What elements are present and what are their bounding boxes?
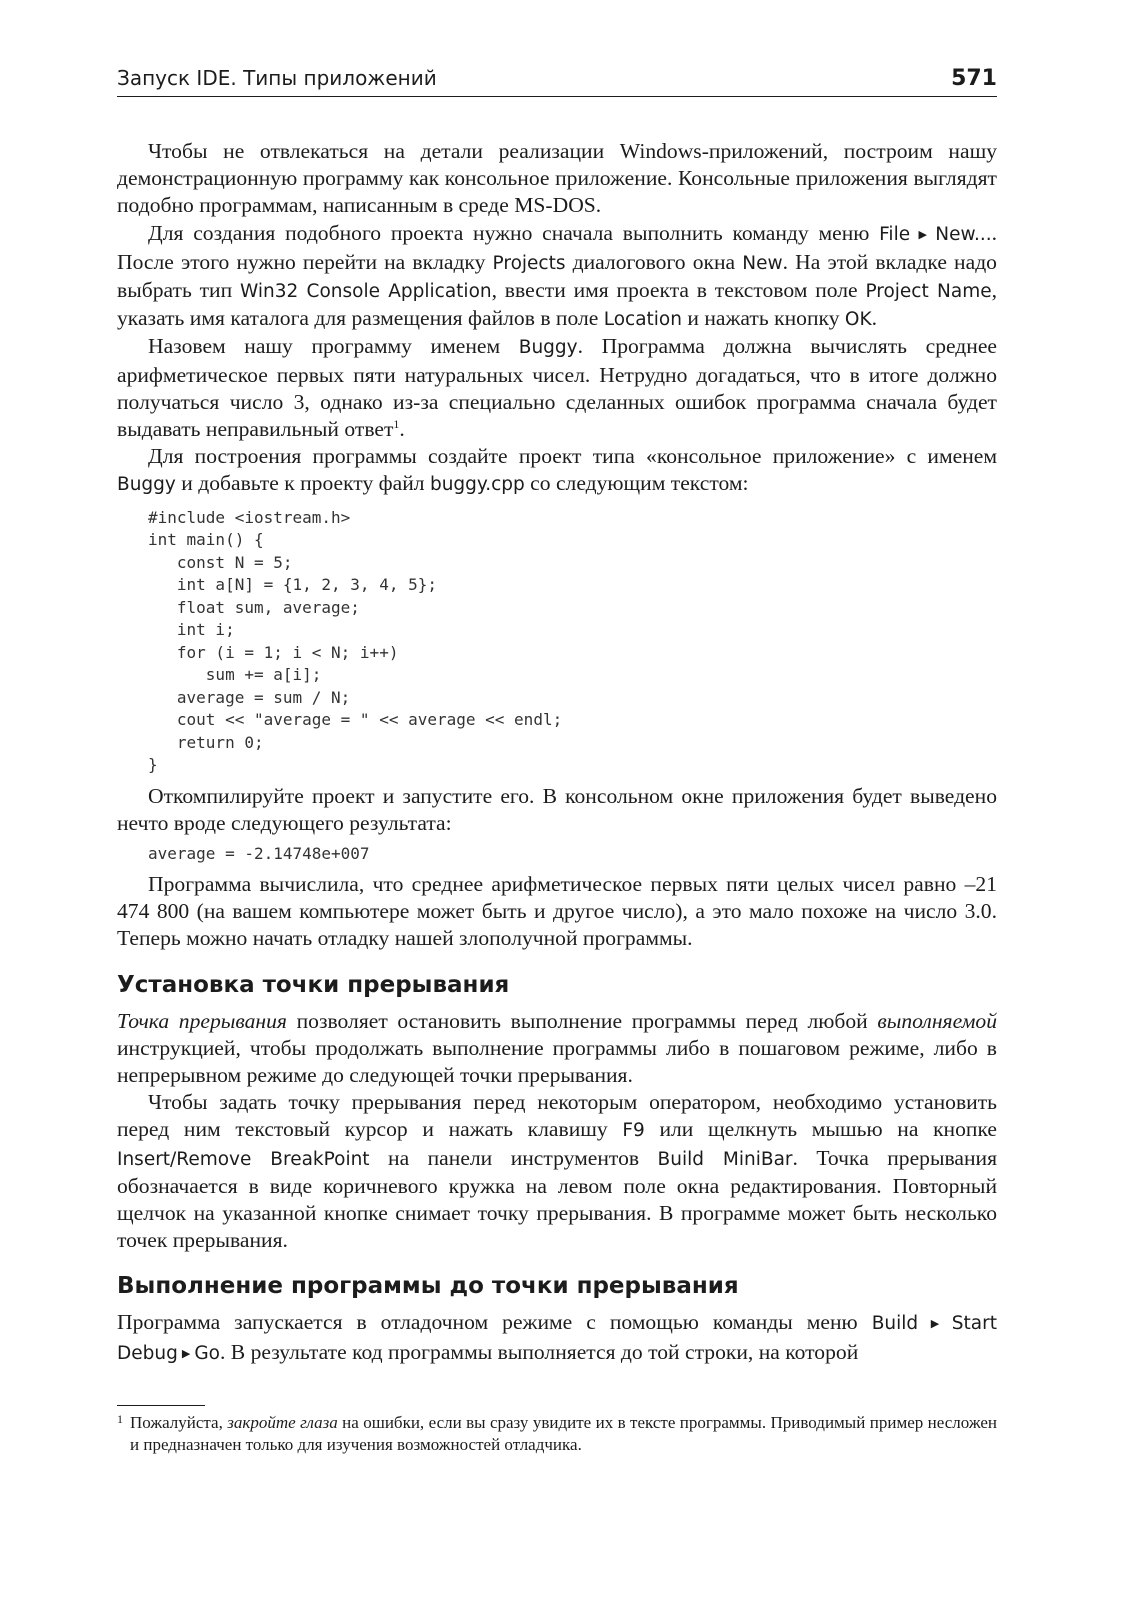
term-executable: выполняемой <box>877 1008 997 1033</box>
page-body <box>117 138 997 1368</box>
menu-build-label: Build <box>871 1313 919 1335</box>
program-name: Buggy <box>518 337 578 359</box>
menu-new-label: New... <box>935 223 992 245</box>
code-listing <box>148 507 997 777</box>
code-line: int a[N] = {1, 2, 3, 4, 5}; <box>148 575 437 595</box>
dialog-new-label: New <box>742 252 783 274</box>
footnote <box>117 1412 997 1456</box>
project-name-label: Project Name <box>865 281 992 303</box>
footnote-reference: 1 <box>393 417 400 432</box>
ok-button-label: OK <box>844 309 872 331</box>
key-f9: F9 <box>622 1120 645 1142</box>
footnote-emphasis: закройте глаза <box>227 1413 338 1432</box>
code-line: } <box>148 755 158 775</box>
menu-file-label: File <box>879 223 911 245</box>
project-type-label: Win32 Console Application <box>239 281 492 303</box>
code-line: return 0; <box>148 732 264 752</box>
term-breakpoint: Точка прерывания <box>117 1008 287 1033</box>
paragraph-result: Программа вычислила, что среднее арифметическое первых пяти целых чисел равно –21 474 800 (на вашем компьютере может быть и другое число), а это мало похоже на число 3.0. Теперь можно начать отладку нашей злополучной программы. <box>117 872 997 951</box>
paragraph-breakpoint-definition: Точка прерывания позволяет остановить выполнение программы перед любой выполняемой инструкцией, чтобы продолжать выполнение программы либо в пошаговом режиме, либо в непрерывном режиме до следующей точки прерывания. <box>117 1008 997 1088</box>
menu-arrow-icon: ▶ <box>181 1347 191 1360</box>
menu-start-debug-label: Start Debug <box>117 1313 997 1364</box>
tab-projects-label: Projects <box>492 252 566 274</box>
menu-arrow-icon: ▶ <box>922 1318 948 1331</box>
paragraph-buggy: Назовем нашу программу именем Buggy. Программа должна вычислять среднее арифметическое первых пяти натуральных чисел. Нетрудно догадаться, что в итоге должно получаться число 3, однако из-за специально сделанных ошибок программа сначала будет выдавать неправильный ответ$^1$. <box>117 334 998 442</box>
section-heading-breakpoint: Установка точки прерывания <box>117 971 510 998</box>
footnote-mark: 1 <box>117 1412 123 1426</box>
footnote-divider <box>117 1405 205 1406</box>
code-line: sum += a[i]; <box>148 665 322 685</box>
insert-breakpoint-button-label: Insert/Remove BreakPoint <box>117 1148 370 1170</box>
project-name: Buggy <box>117 474 176 496</box>
page-header <box>117 62 997 97</box>
running-title: Запуск IDE. Типы приложений <box>117 66 437 90</box>
location-label: Location <box>603 309 682 331</box>
menu-go-label: Go <box>194 1342 220 1364</box>
paragraph-run-debug: Программа запускается в отладочном режиме с помощью команды меню Build ▶ Start Debug ▶ Go. В результате код программы выполняется до той строки, на которой <box>117 1310 997 1364</box>
source-file-name: buggy.cpp <box>429 474 525 496</box>
code-line: float sum, average; <box>148 597 360 617</box>
console-output: average = -2.14748e+007 <box>148 844 370 864</box>
paragraph-create-project: Для создания подобного проекта нужно сначала выполнить команду меню File ▶ New.... После этого нужно перейти на вкладку Projects диалогового окна New. На этой вкладке надо выбрать тип Win32 Console Application, ввести имя проекта в текстовом поле Project Name, указать имя каталога для размещения файлов в поле Location и нажать кнопку OK. <box>117 220 997 331</box>
paragraph-intro: Чтобы не отвлекаться на детали реализации Windows-приложений, построим нашу демонстрационную программу как консольное приложение. Консольные приложения выглядят подобно программам, написанным в среде MS-DOS. <box>117 139 997 218</box>
footnote-text: 1 Пожалуйста, закройте глаза на ошибки, если вы сразу увидите их в тексте программы. Приводимый пример несложен и предназначен только для изучения возможностей отладчика. <box>117 1412 997 1456</box>
code-line: int i; <box>148 620 235 640</box>
code-line: int main() { <box>148 530 264 550</box>
code-line: cout << "average = " << average << endl; <box>148 710 563 730</box>
menu-arrow-icon: ▶ <box>914 228 932 241</box>
section-heading-run-to-breakpoint: Выполнение программы до точки прерывания <box>117 1273 739 1300</box>
paragraph-build-project: Для построения программы создайте проект типа «консольное приложение» с именем Buggy и добавьте к проекту файл buggy.cpp со следующим текстом: <box>117 444 997 496</box>
paragraph-set-breakpoint: Чтобы задать точку прерывания перед некоторым оператором, необходимо установить перед ним текстовый курсор и нажать клавишу F9 или щелкнуть мышью на кнопке Insert/Remove BreakPoint на панели инструментов Build MiniBar. Точка прерывания обозначается в виде коричневого кружка на левом поле окна редактирования. Повторный щелчок на указанной кнопке снимает точку прерывания. В программе может быть несколько точек прерывания. <box>117 1090 998 1253</box>
code-line: const N = 5; <box>148 552 293 572</box>
code-line: #include <iostream.h> <box>148 507 351 527</box>
page-number: 571 <box>951 66 997 91</box>
paragraph-compile: Откомпилируйте проект и запустите его. В консольном окне приложения будет выведено нечто вроде следующего результата: <box>117 783 997 835</box>
code-line: average = sum / N; <box>148 687 351 707</box>
code-line: for (i = 1; i < N; i++) <box>148 642 399 662</box>
toolbar-name: Build MiniBar <box>657 1148 793 1170</box>
